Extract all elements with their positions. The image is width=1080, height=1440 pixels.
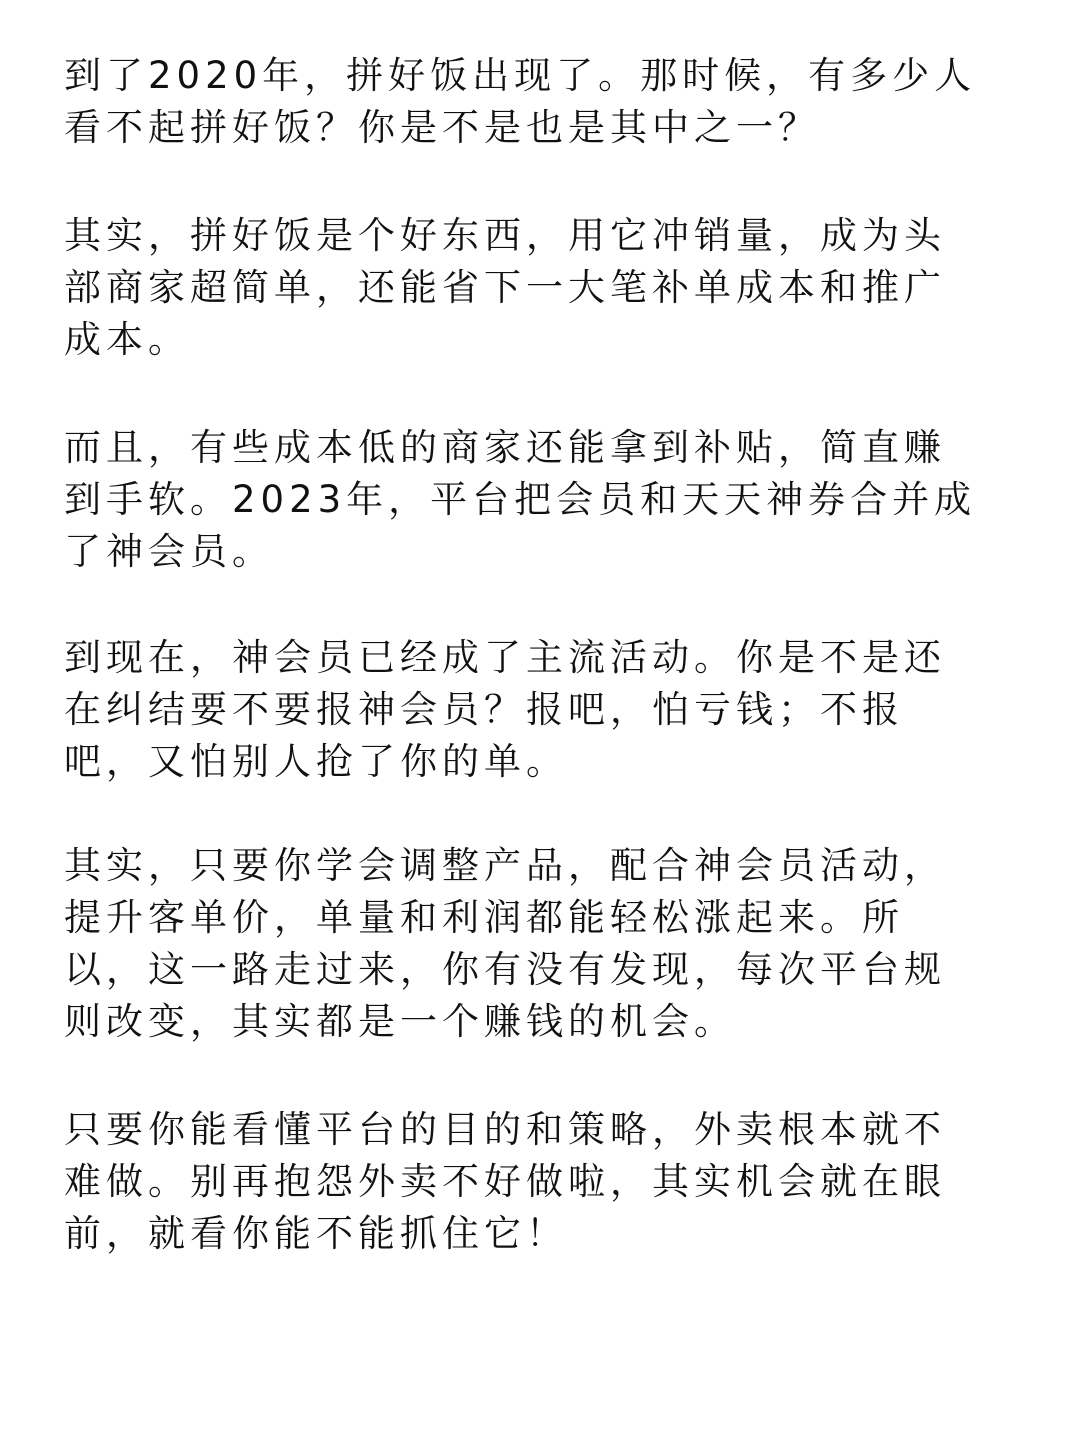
text-line: 在纠结要不要报神会员？报吧，怕亏钱；不报 (64, 688, 904, 731)
text-line: 部商家超简单，还能省下一大笔补单成本和推广 (64, 266, 946, 309)
paragraph-4 (64, 632, 1024, 788)
text-line: 到了2020年，拼好饭出现了。那时候，有多少人 (64, 54, 977, 97)
text-line: 其实，只要你学会调整产品，配合神会员活动， (64, 844, 946, 887)
paragraph-6 (64, 1104, 1024, 1260)
text-line: 前，就看你能不能抓住它！ (64, 1212, 568, 1255)
paragraph-1 (64, 50, 1024, 154)
paragraph-5 (64, 840, 1024, 1048)
paragraph-2 (64, 210, 1024, 366)
text-line: 提升客单价，单量和利润都能轻松涨起来。所 (64, 896, 904, 939)
text-line: 看不起拼好饭？你是不是也是其中之一？ (64, 106, 820, 149)
text-line: 则改变，其实都是一个赚钱的机会。 (64, 1000, 736, 1043)
text-line: 吧，又怕别人抢了你的单。 (64, 740, 568, 783)
text-line: 成本。 (64, 318, 190, 361)
text-line: 以，这一路走过来，你有没有发现，每次平台规 (64, 948, 946, 991)
paragraph-3 (64, 422, 1024, 578)
text-line: 了神会员。 (64, 530, 274, 573)
text-line: 到手软。2023年，平台把会员和天天神券合并成 (64, 478, 977, 521)
text-line: 难做。别再抱怨外卖不好做啦，其实机会就在眼 (64, 1160, 946, 1203)
text-line: 其实，拼好饭是个好东西，用它冲销量，成为头 (64, 214, 946, 257)
text-line: 只要你能看懂平台的目的和策略，外卖根本就不 (64, 1108, 946, 1151)
text-line: 到现在，神会员已经成了主流活动。你是不是还 (64, 636, 946, 679)
text-line: 而且，有些成本低的商家还能拿到补贴，简直赚 (64, 426, 946, 469)
